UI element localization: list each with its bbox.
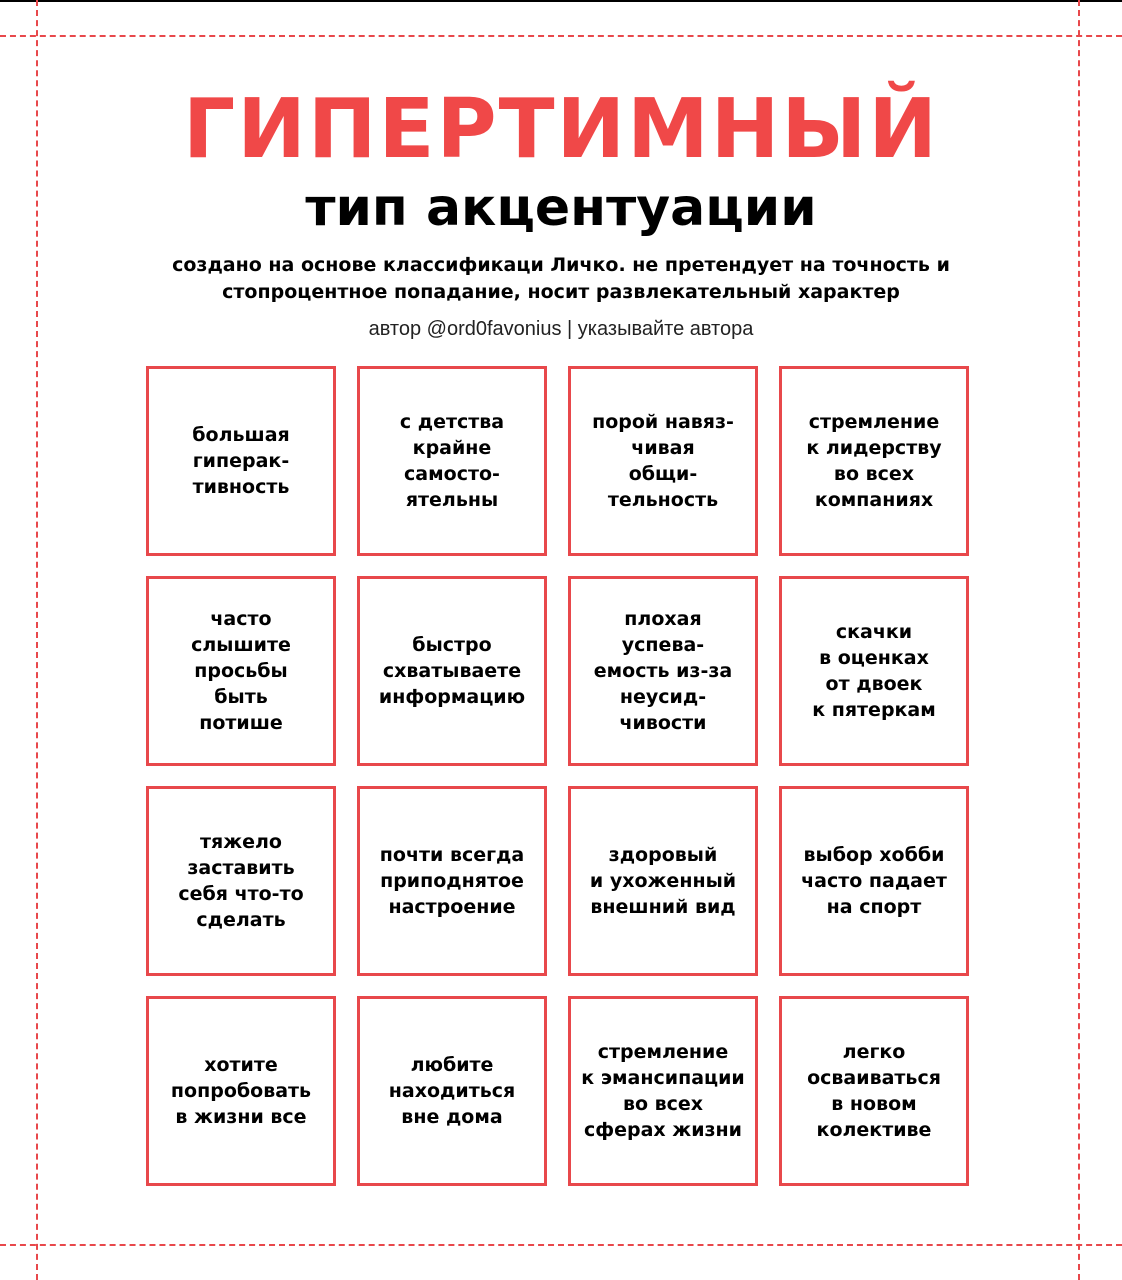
bingo-cell-text: любите находиться вне дома [388, 1054, 516, 1128]
bingo-cell-text: большая гиперак- тивность [192, 424, 290, 498]
bingo-cell[interactable] [146, 996, 336, 1186]
bingo-cell-text: стремление к лидерству во всех компаниях [806, 411, 942, 511]
bingo-cell-text: тяжело заставить себя что-то сделать [178, 831, 304, 931]
bingo-cell[interactable] [568, 366, 758, 556]
crop-guide-top [0, 35, 1122, 37]
bingo-cell-text: выбор хобби часто падает на спорт [801, 844, 947, 918]
author-credit: автор @ord0favonius | указывайте автора [368, 318, 754, 340]
bingo-cell-text: быстро схватываете информацию [378, 634, 526, 708]
bingo-cell[interactable] [779, 366, 969, 556]
bingo-cell[interactable] [568, 786, 758, 976]
bingo-cell[interactable] [146, 366, 336, 556]
bingo-cell-text: скачки в оценках от двоек к пятеркам [812, 621, 936, 721]
bingo-cell-text: порой навяз- чивая общи- тельность [592, 411, 734, 511]
bingo-cell[interactable] [568, 996, 758, 1186]
bingo-cell[interactable] [779, 576, 969, 766]
bingo-cell[interactable] [779, 786, 969, 976]
bingo-cell-text: почти всегда приподнятое настроение [379, 844, 525, 918]
disclaimer-text: создано на основе классификаци Личко. не претендует на точность и стопроцентное попадание, носит развлекательный характер [172, 254, 950, 303]
bingo-cell[interactable] [357, 366, 547, 556]
bingo-cell[interactable] [357, 576, 547, 766]
page-subtitle: тип акцентуации [305, 178, 817, 238]
bingo-cell[interactable] [357, 786, 547, 976]
bingo-cell-text: здоровый и ухоженный внешний вид [589, 844, 737, 918]
bingo-cell[interactable] [146, 786, 336, 976]
bingo-cell-text: с детства крайне самосто- ятельны [399, 411, 505, 511]
bingo-cell-text: часто слышите просьбы быть потише [191, 608, 291, 734]
bingo-cell[interactable] [568, 576, 758, 766]
bingo-cell[interactable] [779, 996, 969, 1186]
crop-guide-bottom [0, 1244, 1122, 1246]
top-border-line [0, 0, 1122, 2]
bingo-cell[interactable] [146, 576, 336, 766]
bingo-cell-text: хотите попробовать в жизни все [170, 1054, 312, 1128]
bingo-cell-text: плохая успева- емость из-за неусид- чивости [593, 608, 733, 734]
bingo-cell[interactable] [357, 996, 547, 1186]
page-title: ГИПЕРТИМНЫЙ [183, 82, 939, 177]
bingo-cell-text: легко осваиваться в новом колективе [807, 1041, 941, 1141]
bingo-cell-text: стремление к эмансипации во всех сферах жизни [581, 1041, 745, 1141]
bingo-grid [146, 366, 969, 1186]
